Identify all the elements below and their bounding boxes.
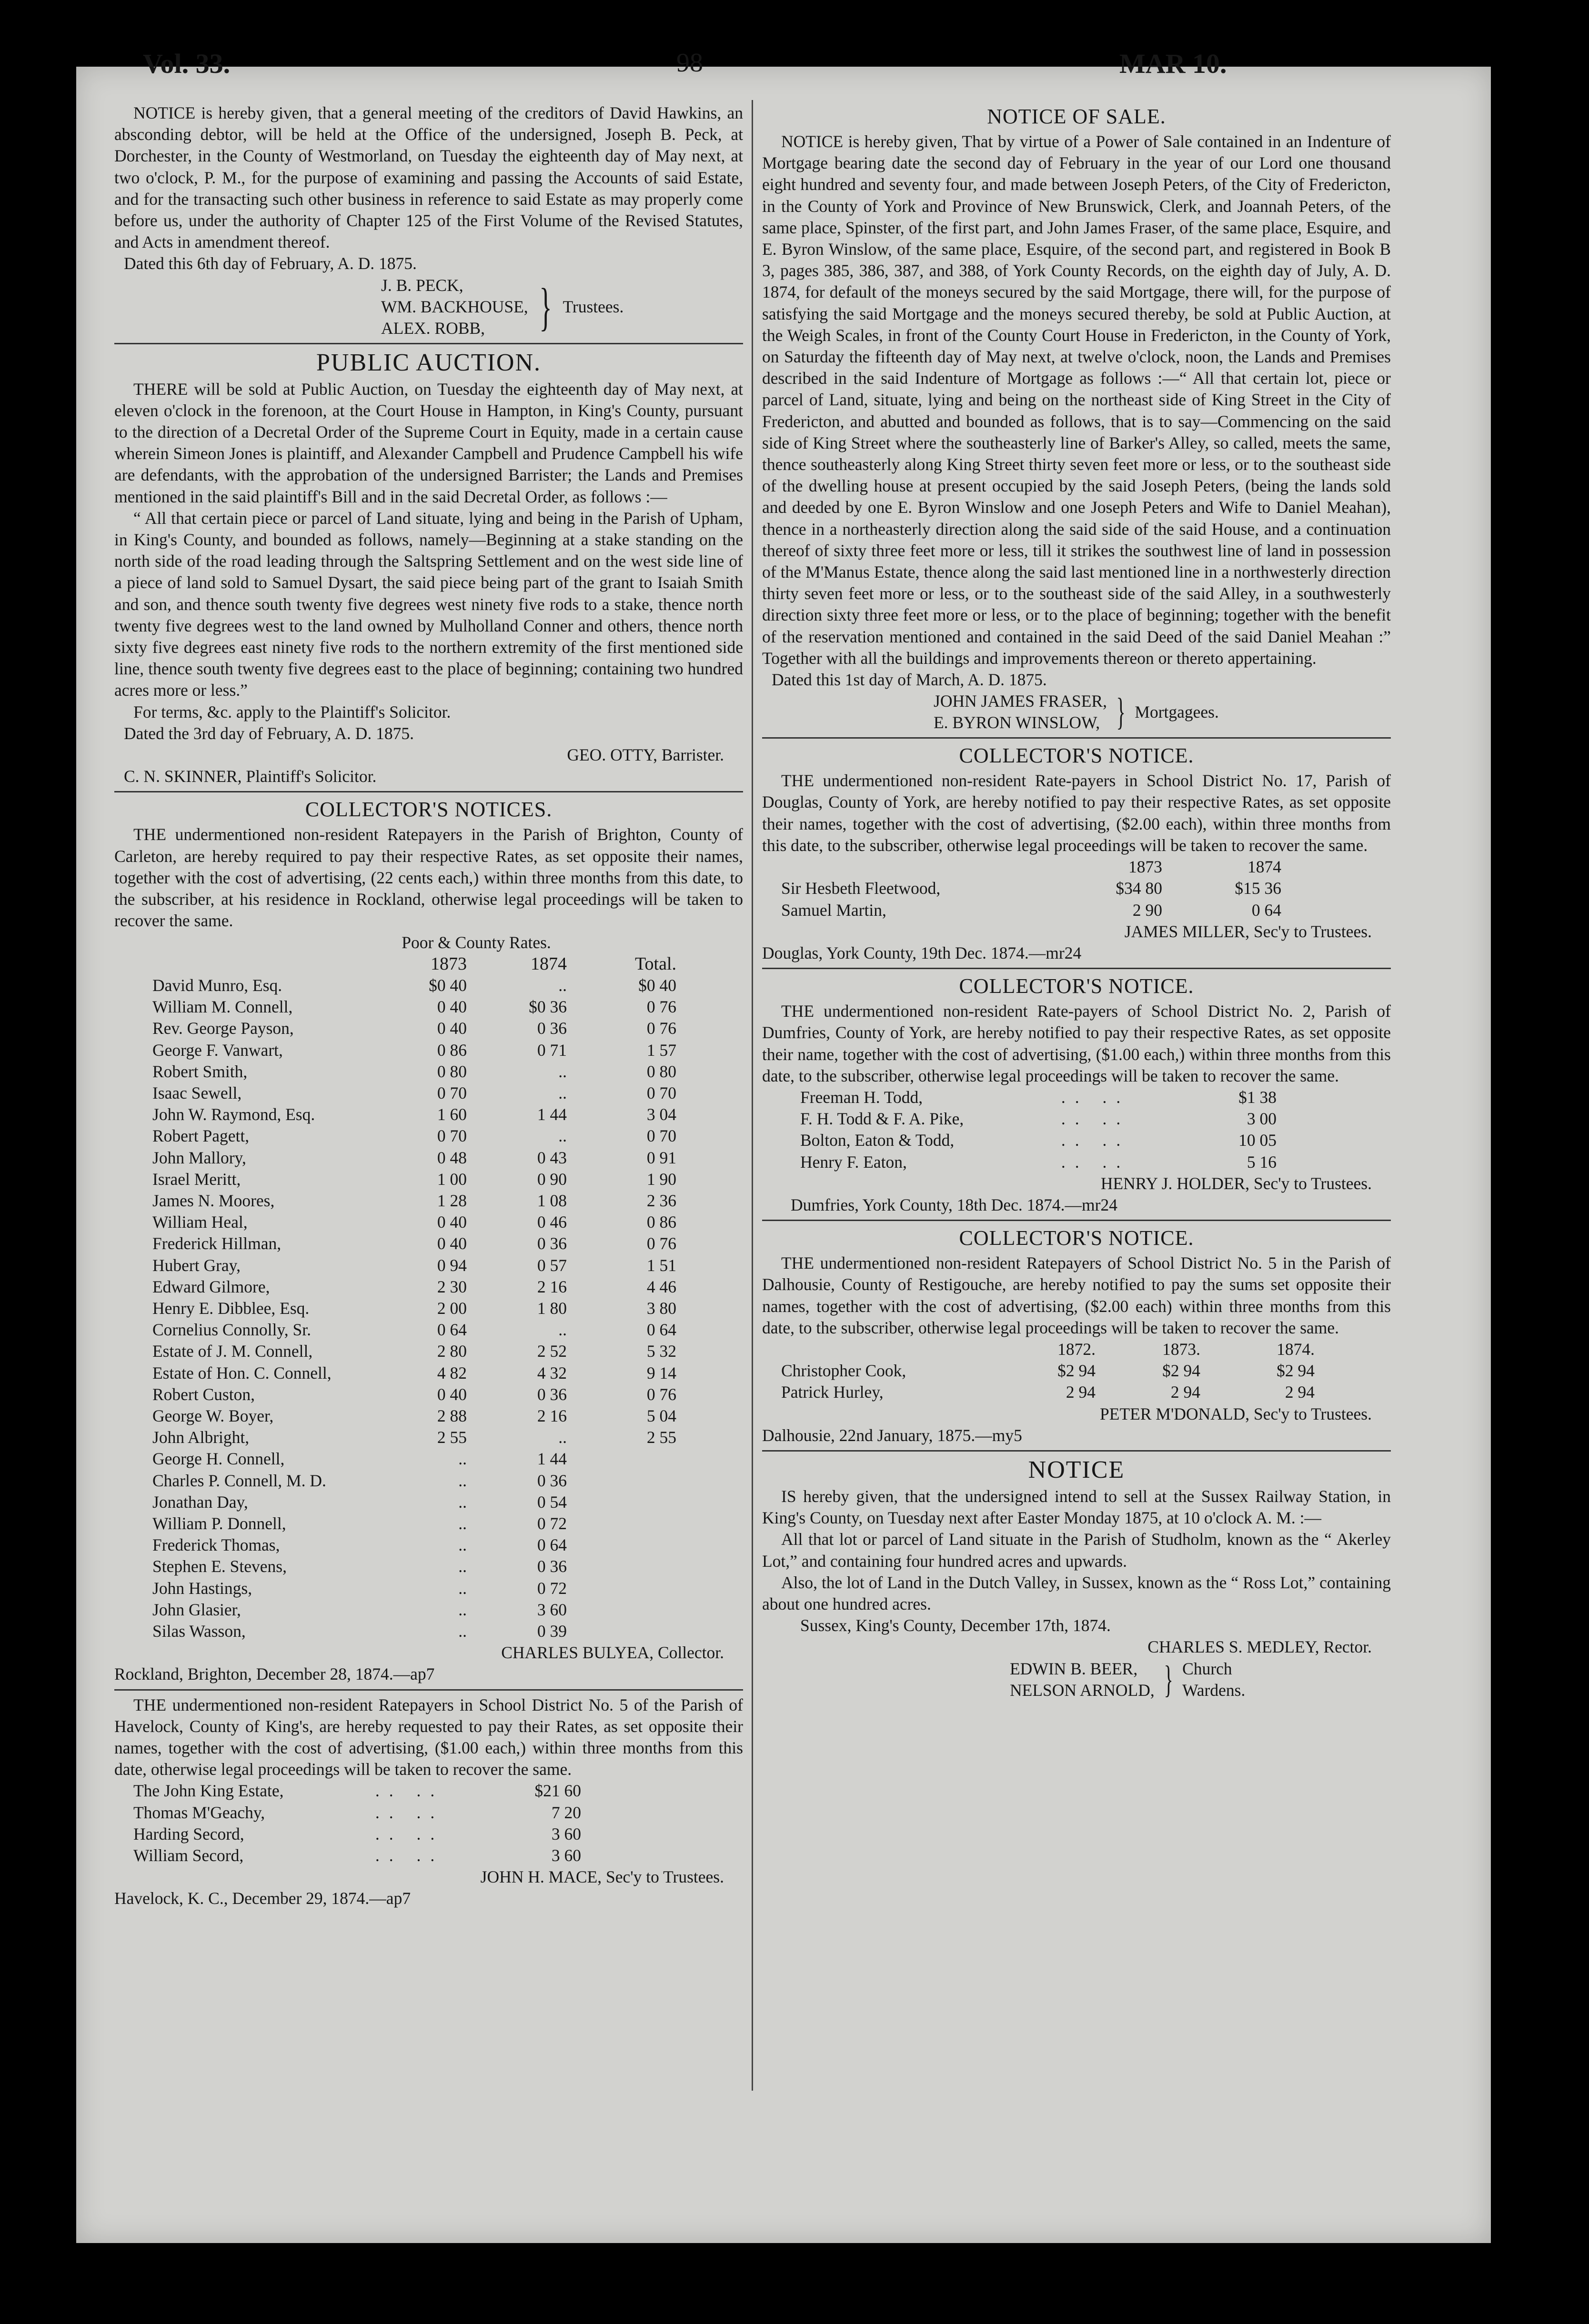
table-row <box>114 1255 705 1276</box>
rate-amount: 0 76 <box>646 1384 676 1404</box>
ratepayer-name: William M. Connell, <box>152 997 293 1017</box>
rate-amount: .. <box>458 1535 467 1555</box>
auction-solicitor: C. N. SKINNER, Plaintiff's Solicitor. <box>124 767 377 786</box>
rate-amount: 0 36 <box>537 1471 567 1490</box>
sussex-paragraph: IS hereby given, that the undersigned intend to sell at the Sussex Railway Station, in King's County, on Tuesday next after Easter Monday 1875, at 10 o'clock A. M. :— <box>762 1486 1391 1528</box>
rate-amount: .. <box>558 1062 567 1081</box>
rate-amount: 0 70 <box>437 1083 467 1102</box>
rate-amount: $15 36 <box>1235 879 1281 898</box>
rate-amount: .. <box>558 975 567 995</box>
ratepayer-name: George W. Boyer, <box>152 1406 274 1425</box>
trustee-name: J. B. PECK, <box>381 275 463 295</box>
rate-amount: 2 88 <box>437 1406 467 1425</box>
ratepayer-name: John Mallory, <box>152 1148 246 1167</box>
rate-amount: 4 32 <box>537 1363 567 1382</box>
rate-amount: .. <box>458 1513 467 1533</box>
ratepayer-name: Israel Meritt, <box>152 1169 241 1189</box>
leader-dots: .. .. <box>375 1781 444 1801</box>
table-row <box>114 1534 705 1556</box>
dalhousie-body: THE undermentioned non-resident Ratepayers of School District No. 5 in the Parish of Dalhousie, County of Restigouche, are hereby notified to pay the sums set opposite their names, together with the cost of advertising, ($2.00 each) within three months from this date, to the subscriber, otherwise legal proceedings will be taken to recover the same. <box>762 1253 1391 1337</box>
dalhousie-rates-table <box>781 1339 1315 1403</box>
douglas-title: COLLECTOR'S NOTICE. <box>959 744 1194 768</box>
rate-amount: 2 30 <box>437 1277 467 1296</box>
rate-amount: 0 43 <box>537 1148 567 1167</box>
table-row <box>114 1621 705 1642</box>
ratepayer-name: Patrick Hurley, <box>781 1382 884 1402</box>
ratepayer-name: Freeman H. Todd, <box>800 1087 923 1107</box>
section-divider <box>762 968 1391 969</box>
ratepayer-name: Cornelius Connolly, Sr. <box>152 1320 312 1340</box>
volume-number: Vol. 33. <box>143 48 231 79</box>
dumfries-place: Dumfries, York County, 18th Dec. 1874.—mr24 <box>791 1195 1117 1214</box>
rate-amount: .. <box>558 1428 567 1447</box>
section-divider <box>762 1450 1391 1452</box>
rate-amount: .. <box>558 1126 567 1146</box>
column-header: 1872. <box>1057 1339 1096 1359</box>
leader-dots: .. .. <box>1061 1087 1130 1107</box>
auction-land-description: “ All that certain piece or parcel of Land situate, lying and being in the Parish of Upham, in King's County, and bounded as follows, namely—Beginning at a stake standing on the north side of the road leading through the Saltspring Settlement and on the west side line of a piece of land sold to Samuel Dysart, the said piece being part of the grant to Isaiah Smith and son, and thence south twenty five degrees west ninety five rods to a stake, thence north twenty five degrees west to the land owned by Mulholland Conner and others, thence north sixty five degrees east ninety five rods to the northern extremity of the first mentioned side line, thence south twenty five degrees east to the place of beginning; containing two hundred acres more or less.” <box>114 508 743 700</box>
column-header: 1873. <box>1162 1339 1200 1359</box>
rate-amount: .. <box>458 1622 467 1641</box>
rate-amount: 0 48 <box>437 1148 467 1167</box>
table-row <box>114 1384 705 1405</box>
brighton-collectors-notice <box>114 796 743 1685</box>
ratepayer-name: Frederick Thomas, <box>152 1535 280 1555</box>
dalhousie-signature: PETER M'DONALD, Sec'y to Trustees. <box>1100 1404 1372 1423</box>
table-row <box>114 1319 705 1341</box>
rates-heading: Poor & County Rates. <box>402 932 551 952</box>
rate-amount: 0 36 <box>537 1234 567 1253</box>
rate-amount: 0 40 <box>437 997 467 1017</box>
rate-amount: 0 57 <box>537 1255 567 1275</box>
rate-amount: 0 71 <box>537 1040 567 1060</box>
ratepayer-name: David Munro, Esq. <box>152 975 282 995</box>
ratepayer-name: George F. Vanwart, <box>152 1040 283 1060</box>
leader-dots: .. .. <box>1061 1131 1130 1150</box>
mortgagee-name: E. BYRON WINSLOW, <box>934 713 1100 732</box>
ratepayer-name: Isaac Sewell, <box>152 1083 242 1102</box>
rate-amount: 3 60 <box>537 1600 567 1619</box>
rate-amount: 0 54 <box>537 1492 567 1512</box>
table-row <box>133 1780 581 1802</box>
auction-title: PUBLIC AUCTION. <box>316 349 542 376</box>
rate-amount: 5 16 <box>1247 1152 1277 1172</box>
rate-amount: 0 64 <box>646 1320 676 1340</box>
warden-role: Church <box>1182 1659 1232 1678</box>
hawkins-notice-body: NOTICE is hereby given, that a general meeting of the creditors of David Hawkins, an absconding debtor, will be held at the Office of the undersigned, Joseph B. Peck, at Dorchester, in the County of Westmorland, on Tuesday the eighteenth day of May next, at two o'clock, P. M., for the purpose of examining and passing the Accounts of said Estate, and for the transacting such other business in reference to said Estate as may properly come before us, under the authority of Chapter 125 of the First Volume of the Revised Statutes, and Acts in amendment thereof. <box>114 103 743 252</box>
table-row <box>800 1130 1277 1151</box>
rate-amount <box>576 1599 705 1621</box>
table-row <box>114 1427 705 1448</box>
table-row <box>800 1087 1277 1108</box>
rate-amount: 0 64 <box>537 1535 567 1555</box>
ratepayer-name: Christopher Cook, <box>781 1361 906 1381</box>
douglas-collectors-notice <box>762 742 1391 964</box>
rate-amount: 1 08 <box>537 1191 567 1210</box>
warden-name: EDWIN B. BEER, <box>1010 1659 1138 1678</box>
rate-amount <box>576 1448 705 1470</box>
havelock-body: THE undermentioned non-resident Ratepayers in School District No. 5 of the Parish of Havelock, County of King's, are hereby requested to pay their Rates, as set opposite their names, together with the cost of advertising, ($1.00 each,) within three months from this date, otherwise legal proceedings will be taken to recover the same. <box>114 1695 743 1779</box>
rate-amount: 2 00 <box>437 1298 467 1318</box>
table-row <box>800 1108 1277 1130</box>
ratepayer-name: John Albright, <box>152 1428 250 1447</box>
rate-amount: $21 60 <box>534 1781 581 1801</box>
rate-amount: 1 00 <box>437 1169 467 1189</box>
rate-amount: 1 44 <box>537 1449 567 1469</box>
rate-amount: 0 76 <box>646 1234 676 1253</box>
rate-amount: 0 36 <box>537 1019 567 1038</box>
dumfries-signature: HENRY J. HOLDER, Sec'y to Trustees. <box>1100 1173 1372 1193</box>
trustee-name: WM. BACKHOUSE, <box>381 297 528 316</box>
table-row <box>114 1082 705 1104</box>
auction-terms: For terms, &c. apply to the Plaintiff's Solicitor. <box>133 702 451 721</box>
brace-glyph: } <box>1164 1658 1173 1701</box>
table-row <box>114 1513 705 1534</box>
douglas-rates-table <box>781 856 1281 921</box>
rate-amount: 0 40 <box>437 1234 467 1253</box>
rate-amount: 1 44 <box>537 1105 567 1124</box>
rate-amount: 1 90 <box>646 1169 676 1189</box>
rate-amount: $1 38 <box>1238 1087 1277 1107</box>
rate-amount: 1 80 <box>537 1298 567 1318</box>
rate-amount: 2 94 <box>1170 1382 1200 1402</box>
sussex-place: Sussex, King's County, December 17th, 1874. <box>800 1616 1111 1635</box>
douglas-body: THE undermentioned non-resident Rate-payers in School District No. 17, Parish of Douglas, County of York, are hereby notified to pay their respective Rates, as set opposite their names, together with the cost of advertising, ($2.00 each), within three months from this date, to the subscriber, otherwise legal proceedings will be taken to recover the same. <box>762 771 1391 855</box>
leader-dots: .. .. <box>375 1846 444 1865</box>
rate-amount: 10 05 <box>1238 1131 1277 1150</box>
rate-amount: 2 90 <box>1132 900 1162 920</box>
rate-amount: 2 16 <box>537 1277 567 1296</box>
table-row <box>133 1845 581 1866</box>
table-row <box>114 1018 705 1039</box>
table-row <box>114 1492 705 1513</box>
section-divider <box>762 1220 1391 1221</box>
section-divider <box>114 791 743 792</box>
sussex-paragraph: All that lot or parcel of Land situate in the Parish of Studholm, known as the “ Akerley Lot,” and containing four hundred acres and upwards. <box>762 1530 1391 1571</box>
ratepayer-name: William Heal, <box>152 1212 248 1232</box>
ratepayer-name: Bolton, Eaton & Todd, <box>800 1131 955 1150</box>
rate-amount: 5 32 <box>646 1342 676 1361</box>
table-row <box>114 1147 705 1169</box>
ratepayer-name: Charles P. Connell, M. D. <box>152 1471 326 1490</box>
ratepayer-name: John W. Raymond, Esq. <box>152 1105 315 1124</box>
trustee-name: ALEX. ROBB, <box>381 318 485 338</box>
rate-amount: 2 36 <box>646 1191 676 1210</box>
table-header-row <box>114 953 705 975</box>
brighton-signature: CHARLES BULYEA, Collector. <box>501 1643 724 1663</box>
rate-amount: 0 90 <box>537 1169 567 1189</box>
sussex-title: NOTICE <box>1028 1456 1125 1483</box>
havelock-place: Havelock, K. C., December 29, 1874.—ap7 <box>114 1889 411 1908</box>
rate-amount: 2 55 <box>437 1428 467 1447</box>
column-header: 1874. <box>1277 1339 1315 1359</box>
dumfries-rates-table <box>800 1087 1277 1173</box>
rate-amount <box>576 1621 705 1642</box>
rate-amount: .. <box>558 1083 567 1102</box>
rate-amount: 0 86 <box>437 1040 467 1060</box>
rate-amount: $0 36 <box>529 997 567 1017</box>
brace-glyph: } <box>1116 691 1126 733</box>
leader-dots: .. .. <box>1061 1109 1130 1129</box>
dumfries-title: COLLECTOR'S NOTICE. <box>959 974 1194 998</box>
rate-amount: .. <box>458 1600 467 1619</box>
sussex-wardens <box>1010 1658 1391 1701</box>
column-header: 1873 <box>431 953 467 974</box>
leader-dots: .. .. <box>1061 1152 1130 1172</box>
sale-dated: Dated this 1st day of March, A. D. 1875. <box>772 670 1047 690</box>
warden-role: Wardens. <box>1182 1680 1246 1700</box>
rate-amount: 0 36 <box>537 1557 567 1576</box>
table-row <box>114 1362 705 1384</box>
ratepayer-name: John Hastings, <box>152 1578 252 1598</box>
ratepayer-name: Samuel Martin, <box>781 900 886 920</box>
right-column <box>762 102 1391 1701</box>
douglas-signature: JAMES MILLER, Sec'y to Trustees. <box>1124 922 1372 941</box>
table-row <box>114 1169 705 1190</box>
column-header: 1873 <box>1128 857 1162 877</box>
rate-amount: 0 76 <box>646 997 676 1017</box>
rate-amount: 5 04 <box>646 1406 676 1425</box>
rate-amount: 0 91 <box>646 1148 676 1167</box>
dumfries-body: THE undermentioned non-resident Rate-payers of School District No. 2, Parish of Dumfries, County of York, are hereby notified to pay their respective Rates, as set opposite their name, together with the cost of advertising, ($1.00 each,) within three months from this date, to the subscriber, otherwise legal proceedings will be taken to recover the same. <box>762 1002 1391 1085</box>
rate-amount: $2 94 <box>1057 1361 1096 1381</box>
ratepayer-name: William P. Donnell, <box>152 1513 286 1533</box>
rate-amount <box>576 1470 705 1492</box>
table-row <box>114 1061 705 1082</box>
dalhousie-place: Dalhousie, 22nd January, 1875.—my5 <box>762 1425 1022 1445</box>
brace-glyph: } <box>539 278 552 336</box>
table-row <box>781 1360 1315 1382</box>
ratepayer-name: Jonathan Day, <box>152 1492 248 1512</box>
ratepayer-name: William Secord, <box>133 1846 244 1865</box>
ratepayer-name: Henry E. Dibblee, Esq. <box>152 1298 310 1318</box>
rate-amount: $2 94 <box>1162 1361 1200 1381</box>
sussex-rector: CHARLES S. MEDLEY, Rector. <box>1147 1637 1372 1657</box>
table-row <box>114 1040 705 1061</box>
rate-amount: 4 46 <box>646 1277 676 1296</box>
column-header: 1874 <box>1247 857 1281 877</box>
table-row <box>800 1152 1277 1173</box>
leader-dots: .. .. <box>375 1803 444 1822</box>
ratepayer-name: George H. Connell, <box>152 1449 285 1469</box>
issue-date: MAR 10. <box>1119 48 1227 79</box>
rate-amount: 1 57 <box>646 1040 676 1060</box>
brighton-title: COLLECTOR'S NOTICES. <box>305 798 553 821</box>
ratepayer-name: Robert Smith, <box>152 1062 248 1081</box>
table-row <box>114 1298 705 1319</box>
table-row <box>114 1556 705 1577</box>
rate-amount: 2 52 <box>537 1342 567 1361</box>
rate-amount: 0 80 <box>646 1062 676 1081</box>
rate-amount: 0 40 <box>437 1212 467 1232</box>
table-row <box>133 1802 581 1823</box>
table-row <box>114 1578 705 1599</box>
mortgagee-name: JOHN JAMES FRASER, <box>934 691 1107 711</box>
rate-amount: 0 64 <box>437 1320 467 1340</box>
rate-amount: 0 94 <box>437 1255 467 1275</box>
rate-amount: 3 00 <box>1247 1109 1277 1129</box>
rate-amount: 2 94 <box>1285 1382 1315 1402</box>
table-row <box>114 1599 705 1621</box>
dalhousie-collectors-notice <box>762 1225 1391 1446</box>
table-header-row <box>781 856 1281 878</box>
table-row <box>114 1405 705 1427</box>
rate-amount: 0 86 <box>646 1212 676 1232</box>
havelock-signature: JOHN H. MACE, Sec'y to Trustees. <box>480 1867 724 1887</box>
table-row <box>781 900 1281 921</box>
hawkins-dated: Dated this 6th day of February, A. D. 1875. <box>124 254 417 273</box>
section-divider <box>114 1689 743 1691</box>
rate-amount: 0 70 <box>646 1126 676 1146</box>
sale-body: NOTICE is hereby given, That by virtue of a Power of Sale contained in an Indenture of Mortgage bearing date the second day of February in the year of our Lord one thousand eight hundred and seventy four, and made between Joseph Peters, of the City of Fredericton, in the County of York and Province of New Brunswick, Clerk, and Joannah Peters, of the same place, Spinster, of the first part, and John James Fraser, of the same place, Esquire, and E. Byron Winslow, of the same place, Esquire, of the second part, and registered in Book B 3, pages 385, 386, 387, and 388, of York County Records, on the eighth day of July, A. D. 1874, for default of the moneys secured by the said Mortgage, there will, for the purpose of satisfying the said Mortgage and the moneys secured thereby, be sold at Public Auction, at the Weigh Scales, in front of the County Court House in Fredericton, in the County of York, on Saturday the fifteenth day of May next, at twelve o'clock, noon, the Lands and Premises described in the said Indenture of Mortgage as follows :—“ All that certain lot, piece or parcel of Land, situate, lying and being on the northeast side of King Street in the City of Fredericton, and abutted and bounded as follows, that is to say—Commencing on the said side of King Street where the southeasterly line of Barker's Alley, so called, meets the same, thence southeasterly along King Street thirty seven feet more or less, or to the southeast side of the dwelling house at present occupied by the said Joseph Peters, (being the lands sold and deeded by one E. Byron Winslow and one Joseph Peters and Wife to Daniel Meahan), thence in a northeasterly direction along the said side of the said House, and a continuation thereof of sixty three feet more or less, till it strikes the southwest line of land in possession of the M'Manus Estate, thence along the said last mentioned line in a northwesterly direction thirty seven feet more or less, or to the southeast side of the said Alley, in a southwesterly direction sixty three feet more or less, or to the place of beginning; together with the benefit of the reservation mentioned and contained in the said Deed of the said Daniel Meahan :” Together with all the buildings and improvements thereon or thereto appertaining. <box>762 132 1391 668</box>
dalhousie-title: COLLECTOR'S NOTICE. <box>959 1226 1194 1250</box>
mortgagee-role: Mortgagees. <box>1135 702 1219 721</box>
ratepayer-name: Rev. George Payson, <box>152 1019 294 1038</box>
rate-amount <box>576 1534 705 1556</box>
table-row <box>781 878 1281 899</box>
rate-amount: 0 72 <box>537 1513 567 1533</box>
ratepayer-name: Estate of J. M. Connell, <box>152 1342 313 1361</box>
rate-amount: 0 72 <box>537 1578 567 1598</box>
rate-amount: 0 46 <box>537 1212 567 1232</box>
auction-barrister: GEO. OTTY, Barrister. <box>567 745 724 765</box>
rate-amount <box>576 1492 705 1513</box>
sussex-paragraph: Also, the lot of Land in the Dutch Valley, in Sussex, known as the “ Ross Lot,” containing about one hundred acres. <box>762 1573 1391 1613</box>
trustee-role: Trustees. <box>563 297 624 316</box>
rate-amount: 2 94 <box>1066 1382 1096 1402</box>
rate-amount <box>576 1578 705 1599</box>
brighton-rows <box>114 975 705 1642</box>
hawkins-trustees <box>381 275 743 339</box>
ratepayer-name: Robert Custon, <box>152 1384 255 1404</box>
column-divider <box>752 100 753 2091</box>
leader-dots: .. .. <box>375 1824 444 1843</box>
rate-amount: 1 51 <box>646 1255 676 1275</box>
rate-amount: 4 82 <box>437 1363 467 1382</box>
rate-amount <box>576 1556 705 1577</box>
rate-amount: $2 94 <box>1277 1361 1315 1381</box>
table-row <box>114 1233 705 1254</box>
rate-amount: 2 16 <box>537 1406 567 1425</box>
table-row <box>114 1190 705 1212</box>
rate-amount: $34 80 <box>1116 879 1162 898</box>
section-divider <box>114 343 743 344</box>
ratepayer-name: Hubert Gray, <box>152 1255 241 1275</box>
table-row <box>133 1823 581 1845</box>
ratepayer-name: James N. Moores, <box>152 1191 275 1210</box>
rate-amount: 0 70 <box>437 1126 467 1146</box>
rate-amount: 2 55 <box>646 1428 676 1447</box>
ratepayer-name: F. H. Todd & F. A. Pike, <box>800 1109 964 1129</box>
ratepayer-name: Silas Wasson, <box>152 1622 246 1641</box>
ratepayer-name: John Glasier, <box>152 1600 241 1619</box>
left-column <box>114 102 743 1910</box>
rate-amount: .. <box>458 1492 467 1512</box>
rate-amount: 9 14 <box>646 1363 676 1382</box>
rate-amount: 7 20 <box>551 1803 581 1822</box>
ratepayer-name: Robert Pagett, <box>152 1126 250 1146</box>
ratepayer-name: The John King Estate, <box>133 1781 284 1801</box>
table-header-row <box>781 1339 1315 1360</box>
rate-amount: 3 60 <box>551 1824 581 1843</box>
rate-amount: 0 64 <box>1251 900 1281 920</box>
ratepayer-name: Thomas M'Geachy, <box>133 1803 265 1822</box>
brighton-body: THE undermentioned non-resident Ratepayers in the Parish of Brighton, County of Carleton, are hereby required to pay their respective Rates, as set opposite their names, together with the cost of advertising, (22 cents each,) within three months from this date, to the subscriber, at his residence in Rockland, otherwise legal proceedings will be taken to recover the same. <box>114 825 743 931</box>
rate-amount: 3 80 <box>646 1298 676 1318</box>
rate-amount: .. <box>458 1449 467 1469</box>
rate-amount: 0 80 <box>437 1062 467 1081</box>
ratepayer-name: Stephen E. Stevens, <box>152 1557 287 1576</box>
rate-amount: 0 70 <box>646 1083 676 1102</box>
rate-amount: $0 40 <box>638 975 676 995</box>
ratepayer-name: Harding Secord, <box>133 1824 244 1843</box>
column-header: Total. <box>634 953 676 974</box>
table-row <box>114 975 705 996</box>
rate-amount: 3 60 <box>551 1846 581 1865</box>
rate-amount: 0 36 <box>537 1384 567 1404</box>
ratepayer-name: Frederick Hillman, <box>152 1234 282 1253</box>
table-row <box>114 1470 705 1492</box>
rate-amount: .. <box>458 1471 467 1490</box>
ratepayer-name: Sir Hesbeth Fleetwood, <box>781 879 941 898</box>
rate-amount: .. <box>458 1578 467 1598</box>
public-auction-notice <box>114 348 743 788</box>
table-row <box>781 1382 1315 1403</box>
rate-amount: 1 60 <box>437 1105 467 1124</box>
ratepayer-name: Henry F. Eaton, <box>800 1152 907 1172</box>
rate-amount: 1 28 <box>437 1191 467 1210</box>
table-row <box>114 1104 705 1125</box>
table-row <box>114 1341 705 1362</box>
warden-name: NELSON ARNOLD, <box>1010 1680 1155 1700</box>
auction-dated: Dated the 3rd day of February, A. D. 1875. <box>124 723 414 743</box>
sale-mortgagees <box>934 691 1391 733</box>
table-row <box>114 996 705 1018</box>
rate-amount: 3 04 <box>646 1105 676 1124</box>
rate-amount: .. <box>558 1320 567 1340</box>
section-divider <box>762 737 1391 739</box>
rate-amount: .. <box>458 1557 467 1576</box>
rate-amount: 2 80 <box>437 1342 467 1361</box>
rate-amount: 0 39 <box>537 1622 567 1641</box>
havelock-notice <box>114 1694 743 1910</box>
page-number: 98 <box>676 48 703 78</box>
rate-amount: 0 40 <box>437 1019 467 1038</box>
hawkins-creditors-notice <box>114 102 743 339</box>
ratepayer-name: Estate of Hon. C. Connell, <box>152 1363 332 1382</box>
brighton-place: Rockland, Brighton, December 28, 1874.—ap7 <box>114 1664 435 1684</box>
sussex-sale-notice <box>762 1455 1391 1701</box>
dumfries-collectors-notice <box>762 973 1391 1216</box>
ratepayer-name: Edward Gilmore, <box>152 1277 270 1296</box>
rate-amount <box>576 1513 705 1534</box>
auction-paragraph: THERE will be sold at Public Auction, on Tuesday the eighteenth day of May next, at eleven o'clock in the forenoon, at the Court House in Hampton, in King's County, pursuant to the direction of a Decretal Order of the Supreme Court in Equity, made in a certain cause wherein Simeon Jones is plaintiff, and Alexander Campbell and Prudence Campbell his wife are defendants, with the approbation of the undersigned Barrister; the Lands and Premises mentioned in the said plaintiff's Bill and in the said Decretal Order, as follows :— <box>114 379 743 506</box>
douglas-place: Douglas, York County, 19th Dec. 1874.—mr24 <box>762 943 1082 962</box>
table-row <box>114 1276 705 1298</box>
column-header: 1874 <box>531 953 567 974</box>
rate-amount: 0 40 <box>437 1384 467 1404</box>
table-row <box>114 1125 705 1147</box>
havelock-rates-table <box>133 1780 581 1866</box>
rate-amount: 0 76 <box>646 1019 676 1038</box>
table-row <box>114 1212 705 1233</box>
sale-title: NOTICE OF SALE. <box>987 105 1166 128</box>
brighton-rates-table <box>114 953 705 1643</box>
rate-amount: $0 40 <box>429 975 467 995</box>
table-row <box>114 1448 705 1470</box>
notice-of-sale <box>762 103 1391 733</box>
